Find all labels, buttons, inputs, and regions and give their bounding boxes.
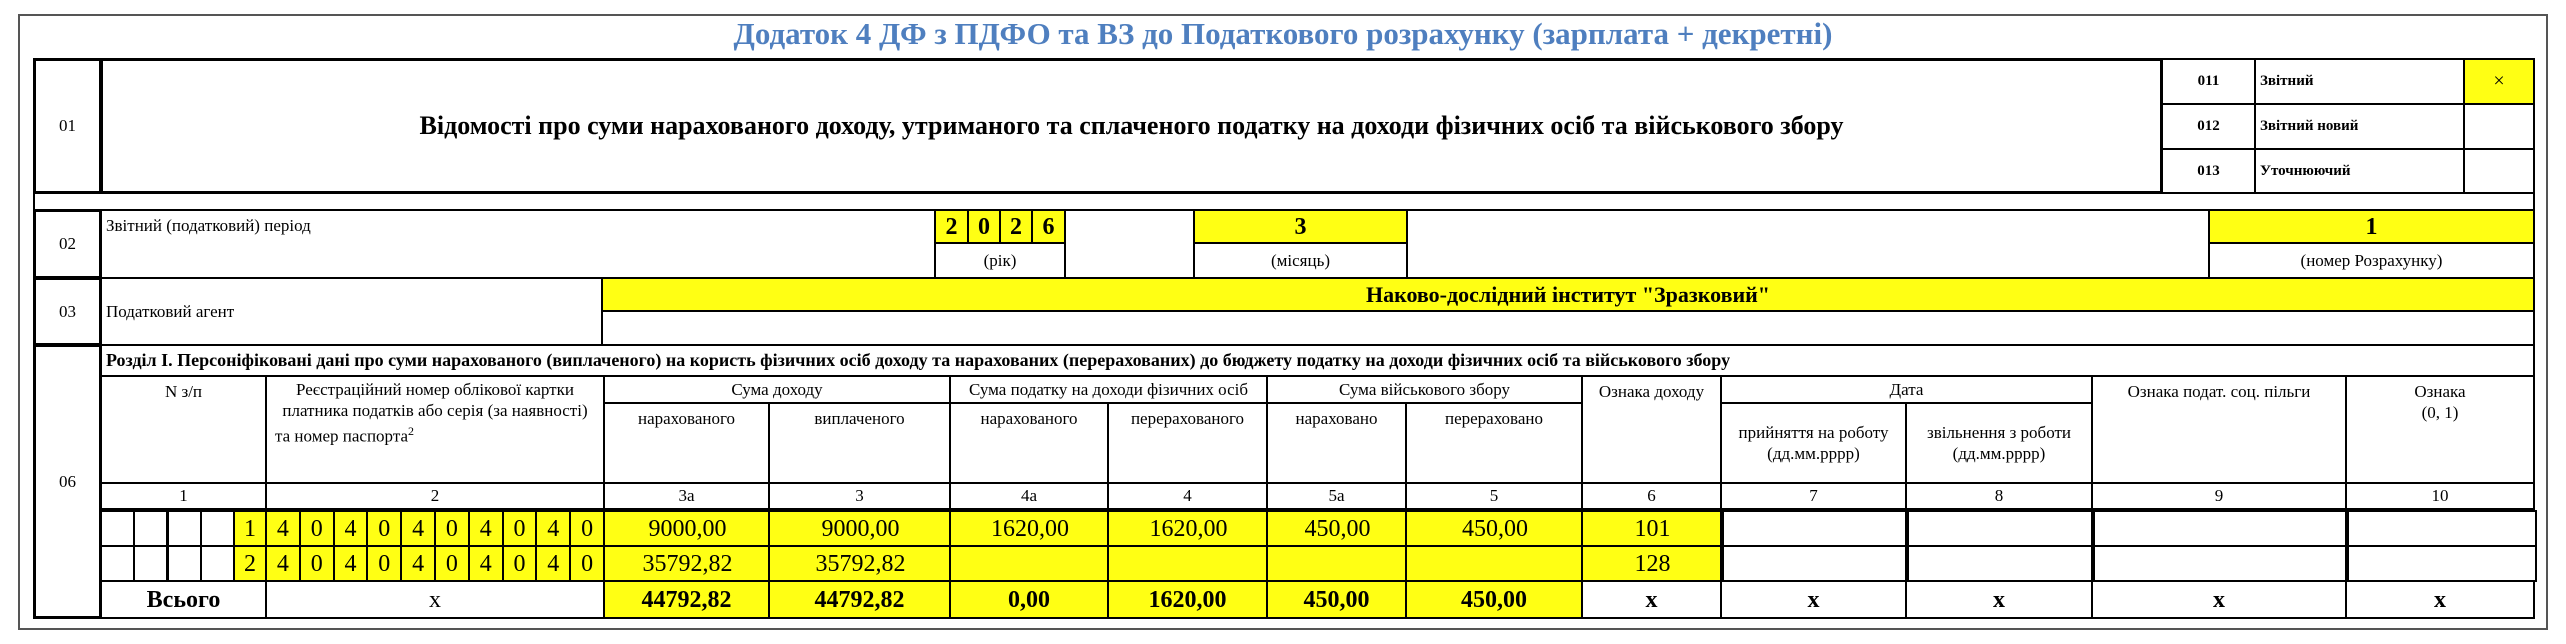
col-number: 5 (1405, 482, 1583, 510)
total-label: Всього (100, 580, 267, 619)
n-prefix-box[interactable] (167, 510, 202, 547)
total-reg: x (265, 580, 605, 619)
total-income-paid: 44792,82 (768, 580, 951, 619)
id-digit[interactable]: 4 (468, 510, 504, 547)
id-digit[interactable]: 4 (468, 545, 504, 582)
col-number: 8 (1905, 482, 2093, 510)
cell-hire-date[interactable] (1720, 545, 1909, 582)
id-digit[interactable]: 0 (366, 545, 402, 582)
id-digit[interactable]: 0 (502, 510, 538, 547)
total-hire-date: x (1720, 580, 1907, 619)
col-number: 3а (603, 482, 770, 510)
year-caption: (рік) (934, 242, 1066, 279)
type-label-reporting: Звітний (2254, 58, 2465, 105)
header-pdfo: Сума податку на доходи фізичних осіб (949, 375, 1268, 404)
col-number: 2 (265, 482, 605, 510)
cell-hire-date[interactable] (1720, 510, 1909, 547)
cell-income-paid[interactable]: 35792,82 (768, 545, 953, 582)
header-vz-accrued: нараховано (1266, 402, 1407, 484)
cell-income-code[interactable]: 101 (1581, 510, 1724, 547)
total-dismissal-date: x (1905, 580, 2093, 619)
tax-agent-blank (601, 310, 2535, 346)
cell-benefit[interactable] (2091, 545, 2349, 582)
total-income-accrued: 44792,82 (603, 580, 770, 619)
type-checkbox-clarifying[interactable] (2463, 148, 2535, 194)
total-income-code: x (1581, 580, 1722, 619)
section-06-code: 06 (33, 344, 102, 619)
id-digit[interactable]: 4 (535, 545, 571, 582)
section-03-code: 03 (33, 277, 102, 346)
id-digit[interactable]: 4 (333, 545, 369, 582)
n-prefix-box[interactable] (133, 510, 168, 547)
header-vz-transferred: перераховано (1405, 402, 1583, 484)
cell-flag[interactable] (2345, 510, 2537, 547)
header-pdfo-accrued: нарахованого (949, 402, 1109, 484)
n-prefix-box[interactable] (167, 545, 202, 582)
header-income-accrued: нарахованого (603, 402, 770, 484)
total-pdfo-transferred: 1620,00 (1107, 580, 1268, 619)
id-digit[interactable]: 0 (299, 510, 335, 547)
type-label-reporting-new: Звітний новий (2254, 103, 2465, 150)
id-digit[interactable]: 4 (265, 510, 301, 547)
type-label-clarifying: Уточнюючий (2254, 148, 2465, 194)
header-income-paid: виплаченого (768, 402, 951, 484)
tax-agent-label: Податковий агент (100, 277, 603, 346)
type-checkbox-reporting[interactable]: × (2463, 58, 2535, 105)
col-number: 3 (768, 482, 951, 510)
type-code-011: 011 (2161, 58, 2256, 105)
id-digit[interactable]: 0 (569, 510, 605, 547)
header-income: Сума доходу (603, 375, 951, 404)
col-number: 7 (1720, 482, 1907, 510)
cell-dismissal-date[interactable] (1905, 545, 2095, 582)
header-date: Дата (1720, 375, 2093, 404)
type-code-012: 012 (2161, 103, 2256, 150)
total-tax-benefit: x (2091, 580, 2347, 619)
header-income-code: Ознака доходу (1581, 375, 1722, 484)
id-digit[interactable]: 4 (333, 510, 369, 547)
col-number: 9 (2091, 482, 2347, 510)
n-prefix-box[interactable] (200, 545, 235, 582)
header-reg-number (265, 375, 605, 484)
total-vz-accrued: 450,00 (1266, 580, 1407, 619)
total-flag: x (2345, 580, 2535, 619)
n-prefix-box[interactable] (133, 545, 168, 582)
row-number: 1 (233, 510, 267, 547)
tax-agent-name[interactable]: Наково-дослідний інститут "Зразковий" (601, 277, 2535, 312)
month-caption: (місяць) (1193, 242, 1408, 279)
period-blank-cell (1406, 209, 2210, 279)
cell-vz-transferred[interactable] (1405, 545, 1585, 582)
total-pdfo-accrued: 0,00 (949, 580, 1109, 619)
col-number: 6 (1581, 482, 1722, 510)
calculation-number-caption: (номер Розрахунку) (2208, 242, 2535, 279)
cell-benefit[interactable] (2091, 510, 2349, 547)
footnote-mark: 2 (408, 423, 415, 438)
col-number: 4а (949, 482, 1109, 510)
cell-pdfo-accrued[interactable] (949, 545, 1111, 582)
total-vz-transferred: 450,00 (1405, 580, 1583, 619)
cell-vz-accrued[interactable]: 450,00 (1266, 510, 1409, 547)
cell-income-code[interactable]: 128 (1581, 545, 1724, 582)
section-01-heading: Відомості про суми нарахованого доходу, утриманого та сплаченого податку на доходи фізичних осіб та військового збору (100, 58, 2163, 194)
col-number: 10 (2345, 482, 2535, 510)
id-digit[interactable]: 4 (265, 545, 301, 582)
id-digit[interactable]: 0 (366, 510, 402, 547)
cell-pdfo-accrued[interactable]: 1620,00 (949, 510, 1111, 547)
section-06-heading: Розділ I. Персоніфіковані дані про суми нарахованого (виплаченого) на користь фізичних осіб доходу та нарахованих (перерахованих) до бюджету податку на доходи фізичних осіб та військового збору (100, 344, 2535, 377)
cell-income-paid[interactable]: 9000,00 (768, 510, 953, 547)
id-digit[interactable]: 0 (434, 510, 470, 547)
header-military-levy: Сума військового збору (1266, 375, 1583, 404)
year-digit[interactable]: 0 (967, 209, 1001, 244)
cell-pdfo-transferred[interactable] (1107, 545, 1270, 582)
section-01-code: 01 (33, 58, 102, 194)
year-digit[interactable]: 2 (934, 209, 969, 244)
cell-vz-accrued[interactable] (1266, 545, 1409, 582)
header-hire-date: прийняття на роботу (дд.мм.рррр) (1720, 402, 1907, 484)
cell-pdfo-transferred[interactable]: 1620,00 (1107, 510, 1270, 547)
header-reg-number-passport (275, 424, 414, 447)
calculation-number-field[interactable]: 1 (2208, 209, 2535, 244)
cell-income-accrued[interactable]: 35792,82 (603, 545, 772, 582)
col-number: 4 (1107, 482, 1268, 510)
type-checkbox-reporting-new[interactable] (2463, 103, 2535, 150)
year-digit[interactable]: 2 (999, 209, 1033, 244)
header-reg-passport-text: та номер паспорта (275, 426, 409, 446)
n-prefix-box[interactable] (100, 545, 135, 582)
id-digit[interactable]: 4 (400, 545, 436, 582)
n-prefix-box[interactable] (100, 510, 135, 547)
col-number: 5а (1266, 482, 1407, 510)
header-pdfo-transferred: перерахованого (1107, 402, 1268, 484)
col-number: 1 (100, 482, 267, 510)
form-title: Додаток 4 ДФ з ПДФО та ВЗ до Податкового розрахунку (зарплата + декретні) (733, 16, 1833, 51)
id-digit[interactable]: 0 (569, 545, 605, 582)
id-digit[interactable]: 0 (502, 545, 538, 582)
header-dismissal-date: звільнення з роботи (дд.мм.рррр) (1905, 402, 2093, 484)
id-digit[interactable]: 0 (434, 545, 470, 582)
month-field[interactable]: 3 (1193, 209, 1408, 244)
period-label: Звітний (податковий) період (100, 209, 936, 279)
cell-flag[interactable] (2345, 545, 2537, 582)
year-digit[interactable]: 6 (1031, 209, 1066, 244)
cell-vz-transferred[interactable]: 450,00 (1405, 510, 1585, 547)
period-blank-cell (1064, 209, 1195, 279)
header-reg-number-text: Реєстраційний номер облікової картки платника податків або серія (за наявності) (282, 380, 588, 421)
n-prefix-box[interactable] (200, 510, 235, 547)
row-number: 2 (233, 545, 267, 582)
header-flag: Ознака (0, 1) (2345, 375, 2535, 484)
cell-income-accrued[interactable]: 9000,00 (603, 510, 772, 547)
id-digit[interactable]: 4 (400, 510, 436, 547)
id-digit[interactable]: 0 (299, 545, 335, 582)
header-tax-benefit: Ознака подат. соц. пільги (2091, 375, 2347, 484)
header-n: N з/п (100, 375, 267, 484)
id-digit[interactable]: 4 (535, 510, 571, 547)
cell-dismissal-date[interactable] (1905, 510, 2095, 547)
section-02-code: 02 (33, 209, 102, 279)
type-code-013: 013 (2161, 148, 2256, 194)
